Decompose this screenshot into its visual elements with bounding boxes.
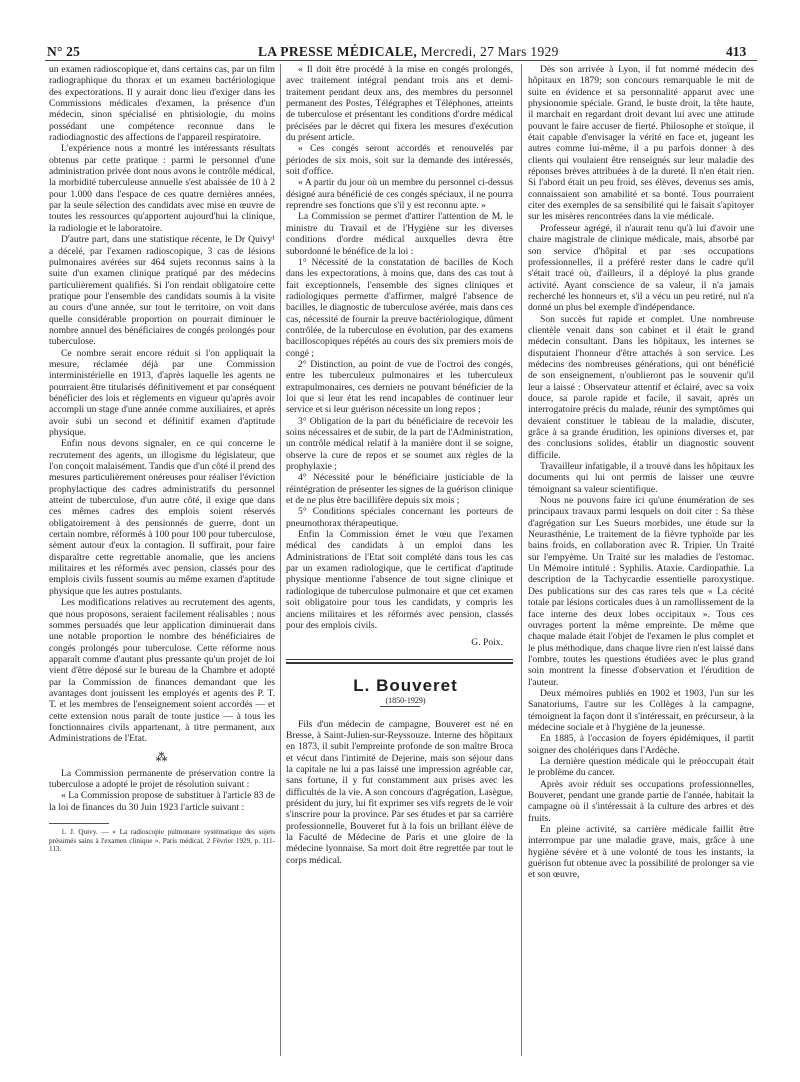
- paragraph: Ce nombre serait encore réduit si l'on appliquait la mesure, réclamée déjà par une Commission interministérielle en 1913, d'après laquelle les agents ne pourraient être titularisés définitivement et par conséquent bénéficier des lois et règlements en vigueur qu'après avoir accompli un stage d'une année comme auxiliaires, et après avoir subi un second et définitif examen d'aptitude physique.: [49, 347, 275, 438]
- paragraph: 3° Obligation de la part du bénéficiaire de recevoir les soins nécessaires et de subir, de la part de l'Administration, un contrôle médical relatif à la manière dont il se soigne, observe la cure de repos et se soumet aux règles de la prophylaxie ;: [286, 415, 513, 473]
- paragraph: 5° Conditions spéciales concernant les porteurs de pneumothorax thérapeutique.: [286, 506, 513, 529]
- paragraph: « La Commission propose de substituer à l'article 83 de la loi de finances du 30 Juin 1923 l'article suivant :: [49, 790, 275, 813]
- column-divider: [521, 64, 522, 1056]
- column-left: [49, 64, 275, 854]
- paragraph: 4° Nécessité pour le bénéficiaire justiciable de la réintégration de présenter les signes de la guérison clinique et de ne plus être bacillifère depuis six mois ;: [286, 472, 513, 507]
- paragraph: En pleine activité, sa carrière médicale faillit être interrompue par une maladie grave, mais, grâce à une hygiène sévère et à une volonté de tous les instants, la guérison fut obtenue avec la possibilité de prolonger sa vie et son œuvre,: [528, 824, 754, 881]
- paragraph: La dernière question médicale qui le préoccupait était le problème du cancer.: [528, 755, 754, 779]
- article-title: L. Bouveret: [353, 675, 458, 695]
- issue-number: N° 25: [47, 44, 81, 59]
- paragraph: Enfin la Commission émet le vœu que l'examen médical des candidats à un emploi dans les Administrations de l'Etat soit complété dans tous les cas par un examen radiologique, que le certificat d'aptitude physique mentionne l'absence de tout signe clinique et radiologique de tuberculose pulmonaire et que cet examen soit obligatoire pour tous les candidats, y compris les anciens militaires et les réformés avec pension, classés pour des emplois civils.: [286, 529, 513, 631]
- column-right: [528, 64, 754, 881]
- paragraph: Nous ne pouvons faire ici qu'une énumération de ses principaux travaux parmi lesquels on doit citer : Sa thèse d'agrégation sur Les Sueurs morbides, une étude sur la Neurasthénie, Le traitement de la fièvre typhoïde par les bains froids, en collaboration avec R. Tripier. Un Traité sur l'empyème. Un Traité sur les maladies de l'estomac. Un Mémoire intitulé : Syphilis. Ataxie. Cardiopathie. La description de la Tachycardie essentielle paroxystique. Des publications sur des cas rares tels que « La cécité totale par lésions corticales dues à un ramollissement de la face interne des deux lobes occipitaux ». Tous ces ouvrages portent la même empreinte. De même que chaque malade était l'objet de l'examen le plus complet et le plus méthodique, dans chaque livre rien n'est laissé dans l'ombre, toutes les questions étudiées avec le plus grand soin montrent la finesse d'observation et l'érudition de l'auteur.: [528, 495, 754, 688]
- article-separator: [286, 659, 513, 660]
- paragraph: La Commission se permet d'attirer l'attention de M. le ministre du Travail et de l'Hygiène sur les diverses conditions d'ordre médical auxquelles devra être subordonné le bénéfice de la loi :: [286, 211, 513, 257]
- paragraph: Travailleur infatigable, il a trouvé dans les hôpitaux les documents qui lui ont permis de laisser une œuvre témoignant sa valeur scientifique.: [528, 461, 754, 495]
- page-header: [0, 0, 800, 64]
- paragraph: « A partir du jour où un membre du personnel ci-dessus désigné aura bénéficié de ces congés spéciaux, il ne pourra reprendre ses fonctions que s'il y est reconnu apte. »: [286, 177, 513, 212]
- paragraph: 2° Distinction, au point de vue de l'octroi des congés, entre les tuberculeux pulmonaires et les tuberculeux extrapulmonaires, ces derniers ne pouvant bénéficier de la loi que si leur état les rend incapables de continuer leur service et si leur guérison nécessite un long repos ;: [286, 358, 513, 416]
- header-rule: [45, 60, 757, 61]
- journal-title-line: [258, 44, 559, 60]
- paragraph: 1° Nécessité de la constatation de bacilles de Koch dans les expectorations, à moins que, dans des cas tout à fait exceptionnels, l'ensemble des signes cliniques et radiologiques permette d'affirmer, malgré l'absence de bacilles, le diagnostic de tuberculose avérée, mais dans ces cas, nécessité de fournir la preuve bactériologique, dûment contrôlée, de la tuberculose en évolution, par des examens bacilloscopiques répétés au cours des six premiers mois de congé ;: [286, 256, 513, 359]
- journal-title: LA PRESSE MÉDICALE,: [258, 44, 418, 59]
- paragraph: Son succès fut rapide et complet. Une nombreuse clientèle venait dans son cabinet et il était le grand médecin consultant. Dans les hôpitaux, les internes se disputaient l'honneur d'être attachés à son service. Les médecins des nombreuses générations, qui ont bénéficié de son enseignement, n'oublieront pas le souvenir qu'il leur a laissé : Observateur attentif et éclairé, avec sa voix douce, sa parole rapide et facile, il savait, après un interrogatoire précis du malade, réunir des symptômes qui devaient constituer le tableau de la maladie, discuter, grâce à sa grande érudition, les opinions diverses et, par des conclusions solides, établir un diagnostic souvent difficile.: [528, 313, 754, 461]
- column-divider: [280, 64, 281, 1056]
- footnote: 1. J. Quivy. — « La radioscopie pulmonaire systématique des sujets présumés sains à l'examen clinique ». Paris médical, 2 Février 1929, p. 111-113.: [49, 828, 275, 854]
- footnote-rule: [49, 823, 109, 824]
- page-number: 413: [726, 44, 747, 59]
- paragraph: « Ces congés seront accordés et renouvelés par périodes de six mois, soit sur la demande des intéressés, soit d'office.: [286, 143, 513, 178]
- article-years: (1850-1929): [385, 695, 426, 705]
- paragraph: Professeur agrégé, il n'aurait tenu qu'à lui d'avoir une chaire magistrale de clinique médicale, mais, absorbé par son service d'hôpital et par ses occupations professionnelles, il a préféré rester dans le cadre qu'il s'était tracé où, d'ailleurs, il a déployé la plus grande activité. Ayant conscience de sa valeur, il n'a jamais recherché les honneurs et, s'il a vécu un peu retiré, nul n'a donné un plus bel exemple d'indépendance.: [528, 222, 754, 314]
- section-asterism: ⁂: [155, 749, 169, 764]
- paragraph: Les modifications relatives au recrutement des agents, que nous proposons, seraient facilement réalisables ; nous sommes persuadés que leur application diminuerait dans une notable proportion le nombre des bénéficiaires de congés prolongés pour tuberculose. Cette réforme nous apparaît comme d'autant plus pressante qu'un projet de loi vient d'être déposé sur le bureau de la Chambre et adopté par la Commission de finances demandant que les avantages dont jouissent les employés et agents des P. T. T. et les membres de l'enseignement soient accordés — et cette extension nous paraît de toute justice — à tous les fonctionnaires civils appartenant, à titre permanent, aux Administrations de l'Etat.: [49, 597, 275, 745]
- paragraph: Dès son arrivée à Lyon, il fut nommé médecin des hôpitaux en 1879; son concours remarquable le mit de suite en évidence et sa personnalité apparut avec une physionomie spéciale. Grand, le buste droit, la tête haute, il marchait en regardant droit devant lui avec une attitude pouvant le faire accuser de fierté. Philosophe et stoïque, il était capable d'envisager la vérité en face et, jugeant les autres comme lui-même, il a pu parfois donner à des clients qui voulaient être renseignés sur leur maladie des réponses brèves attribuées à de la dureté. Il n'en était rien. Si l'abord était un peu froid, ses élèves, devenus ses amis, connaissaient son amabilité et sa bonté. Tous pourraient citer des exemples de sa sensibilité qui le faisait s'apitoyer sur les misères rencontrées dans la vie médicale.: [528, 64, 754, 223]
- column-middle: [286, 64, 513, 866]
- paragraph: Après avoir réduit ses occupations professionnelles, Bouveret, pendant une grande partie de l'année, habitait la campagne où il s'intéressait à la culture des arbres et des fruits.: [528, 778, 754, 824]
- paragraph: un examen radioscopique et, dans certains cas, par un film radiographique du thorax et un examen bactériologique des expectorations. Il y aurait donc lieu d'exiger dans les Commissions médicales d'examen, la présence d'un médecin, sinon spécialisé en phtisiologie, du moins possédant une compétence reconnue dans le radiodiagnostic des affections de l'appareil respiratoire.: [49, 64, 275, 144]
- author-signature: G. Poix.: [471, 637, 503, 649]
- article-separator: [286, 662, 513, 664]
- title-rule: [380, 706, 420, 707]
- paragraph: D'autre part, dans une statistique récente, le Dr Quivy¹ a décelé, par l'examen radioscopique, 3 cas de lésions pulmonaires avérées sur 464 sujets reconnus sains à la suite d'un examen clinique pratiqué par des médecins particulièrement qualifiés. Si l'on rendait obligatoire cette pratique pour l'ensemble des candidats soumis à la visite au cours d'une année, sur tout le territoire, on voit dans quelle considérable proportion on pourrait diminuer le nombre annuel des bénéficiaires de congés prolongés pour tuberculose.: [49, 234, 275, 348]
- paragraph: Enfin nous devons signaler, en ce qui concerne le recrutement des agents, un illogisme du législateur, que l'on conçoit malaisément. Tandis que d'un côté il prend des mesures particulièrement onéreuses pour réaliser l'éviction prophylactique des cadres administratifs du personnel atteint de tuberculose, d'un autre côté, il exige que dans ces mêmes cadres des emplois soient réservés obligatoirement à des pensionnés de guerre, dont un certain nombre, réformés à 100 pour 100 pour tuberculose, sèment autour d'eux la contagion. Il suffirait, pour faire disparaître cette regrettable anomalie, que les anciens militaires et les réformés avec pension, classés pour des emplois civils fussent soumis au même examen d'aptitude physique que les autres postulants.: [49, 438, 275, 597]
- paragraph: La Commission permanente de préservation contre la tuberculose a adopté le projet de résolution suivant :: [49, 767, 275, 790]
- paragraph: Deux mémoires publiés en 1902 et 1903, l'un sur les Sanatoriums, l'autre sur les Collèges à la campagne, témoignent la façon dont il s'intéressait, en précurseur, à la médecine sociale et à l'hygiène de la jeunesse.: [528, 687, 754, 733]
- paragraph: « Il doit être procédé à la mise en congés prolongés, avec traitement intégral pendant trois ans et demi-traitement pendant deux ans, des membres du personnel permanent des Postes, Télégraphes et Téléphones, atteints de tuberculose et présentant les conditions d'ordre médical précisées par le décret qui fixera les mesures d'exécution du présent article.: [286, 64, 513, 144]
- paragraph: L'expérience nous a montré les intéressants résultats obtenus par cette pratique : parmi le personnel d'une administration privée dont nous avons le contrôle médical, la morbidité tuberculeuse annuelle s'est abaissée de 10 à 2 pour 1.000 dans l'espace de ces quatre dernières années, par la seule sélection des candidats avec mise en œuvre de toutes les ressources qu'apportent aujourd'hui la clinique, la radiologie et le laboratoire.: [49, 143, 275, 234]
- paragraph: Fils d'un médecin de campagne, Bouveret est né en Bresse, à Saint-Julien-sur-Reyssouze. Interne des hôpitaux en 1873, il subit l'empreinte profonde de son maître Broca et vécut dans l'intimité de Dejerine, mais son séjour dans la capitale ne lui a pas laissé une impression agréable car, sans fortune, il y fut constamment aux prises avec les difficultés de la vie. A son concours d'agrégation, Lasègue, président du jury, lui fit exprimer ses vifs regrets de le voir s'inscrire pour la province. Par ses études et par sa carrière professionnelle, Bouveret fut à la fois un brillant élève de la Faculté de Médecine de Paris et une gloire de la médecine lyonnaise. Sa mort doit être regrettée par tout le corps médical.: [286, 718, 513, 866]
- issue-date: Mercredi, 27 Mars 1929: [417, 44, 559, 59]
- paragraph: En 1885, à l'occasion de foyers épidémiques, il partit soigner des cholériques dans l'Ardèche.: [528, 733, 754, 756]
